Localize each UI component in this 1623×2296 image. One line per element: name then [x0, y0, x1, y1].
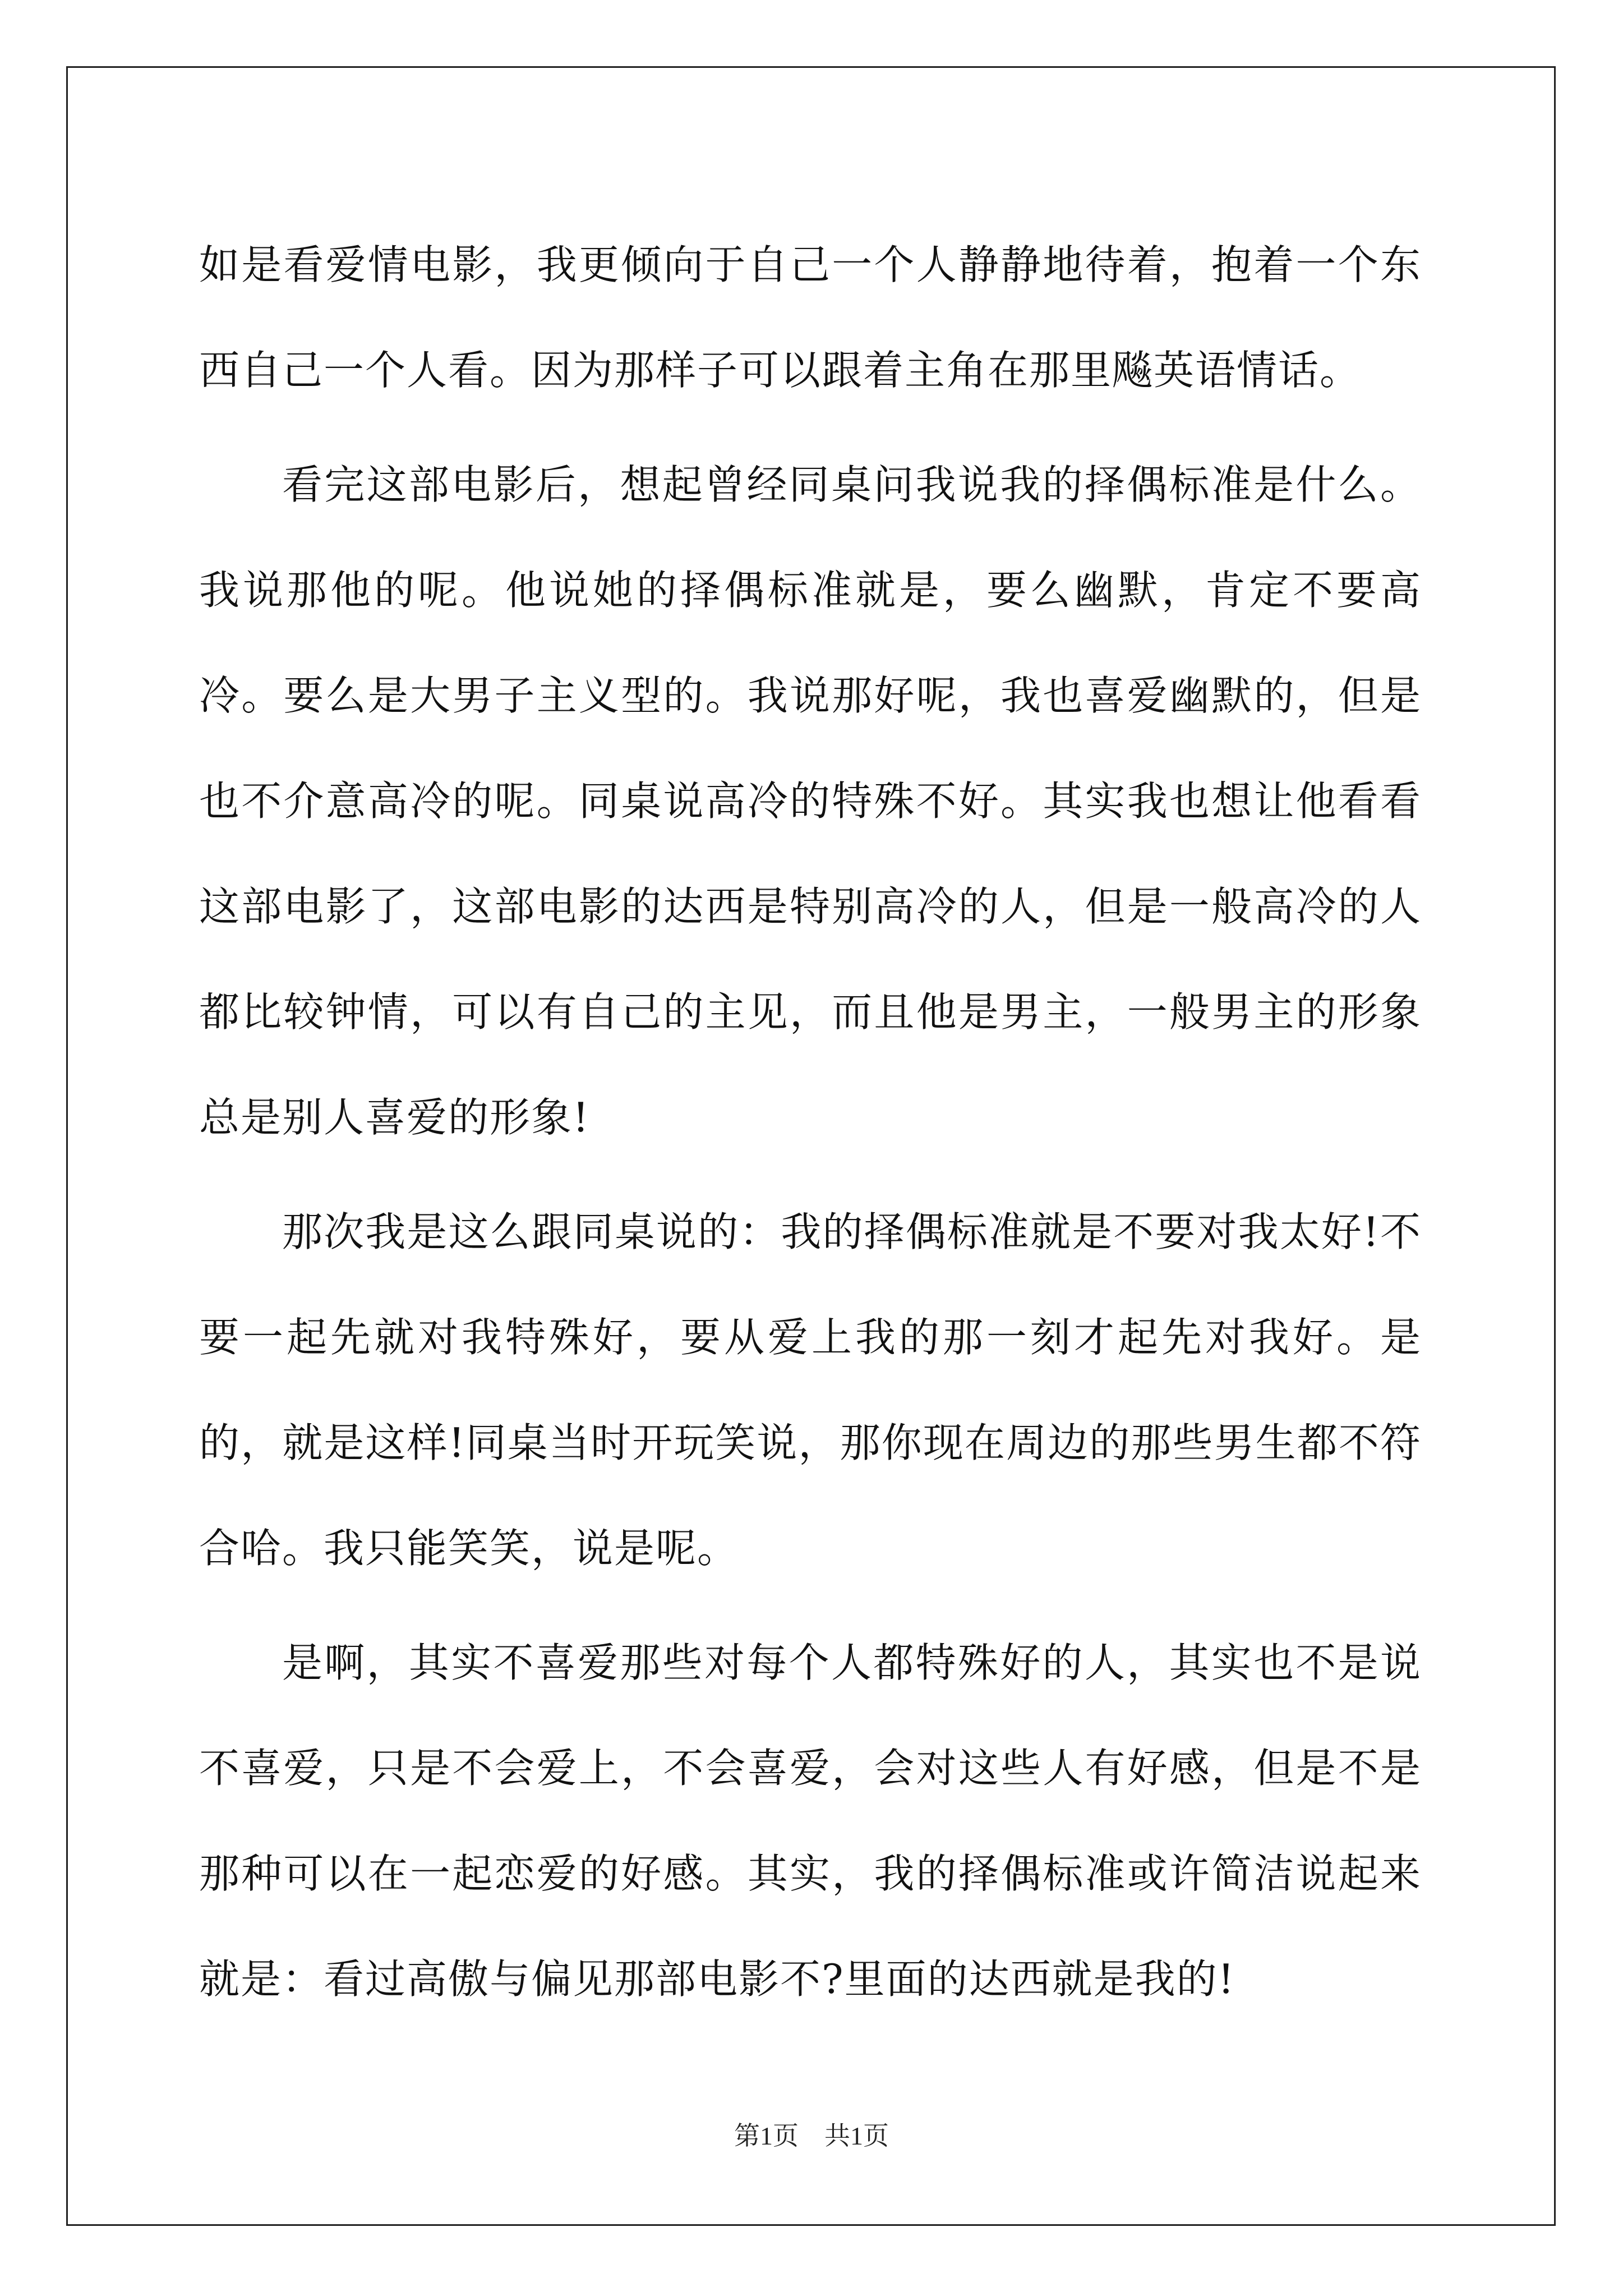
page-footer: 第1页 共1页 — [734, 2122, 889, 2150]
paragraph-2: 看完这部电影后，想起曾经同桌问我说我的择偶标准是什么。我说那他的呢。他说她的择偶标准就是，要么幽默，肯定不要高冷。要么是大男子主义型的。我说那好呢，我也喜爱幽默的，但是也不介意高冷的呢。同桌说高冷的特殊不好。其实我也想让他看看这部电影了，这部电影的达西是特别高冷的人，但是一般高冷的人都比较钟情，可以有自己的主见，而且他是男主，一般男主的形象总是别人喜爱的形象! — [199, 461, 1422, 1141]
paragraph-4: 是啊，其实不喜爱那些对每个人都特殊好的人，其实也不是说不喜爱，只是不会爱上，不会喜爱，会对这些人有好感，但是不是那种可以在一起恋爱的好感。其实，我的择偶标准或许简洁说起来就是：看过高傲与偏见那部电影不?里面的达西就是我的! — [199, 1639, 1422, 2003]
document-body — [199, 212, 1422, 2041]
paragraph-3: 那次我是这么跟同桌说的：我的择偶标准就是不要对我太好!不要一起先就对我特殊好，要从爱上我的那一刻才起先对我好。是的，就是这样!同桌当时开玩笑说，那你现在周边的那些男生都不符合哈。我只能笑笑，说是呢。 — [199, 1208, 1422, 1572]
paragraph-1: 如是看爱情电影，我更倾向于自己一个人静静地待着，抱着一个东西自己一个人看。因为那样子可以跟着主角在那里飚英语情话。 — [199, 241, 1422, 394]
